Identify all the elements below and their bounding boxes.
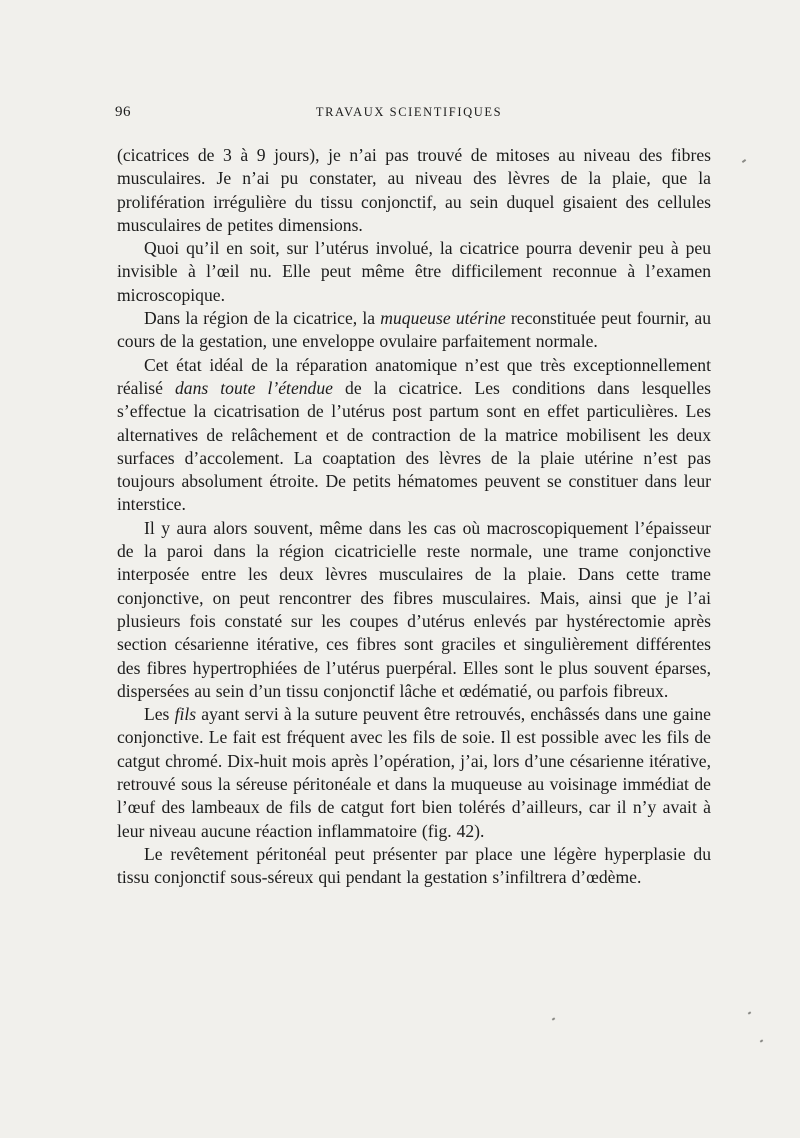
paragraph-6 <box>117 703 711 843</box>
paragraph-7 <box>117 843 711 890</box>
paragraph-7-text: Le revêtement péritonéal peut présenter par place une légère hyperplasie du tissu conjonctif sous-séreux qui pendant la gestation s’infiltrera d’œdème. <box>117 843 711 888</box>
paragraph-4-after: de la cicatrice. Les conditions dans lesquelles s’effectue la cicatrisation de l’utérus post partum sont en effet particulières. Les alternatives de relâchement et de contraction de la matrice mobilisent les deux surfaces d’accolement. La coaptation des lèvres de la plaie utérine n’est pas toujours absolument étroite. De petits hématomes peuvent se constituer dans leur interstice. <box>117 377 711 515</box>
ink-speck <box>760 1039 764 1042</box>
ink-speck <box>552 1017 556 1020</box>
paragraph-3 <box>117 307 711 354</box>
paragraph-3-after: reconstituée peut fournir, au cours de la gestation, une enveloppe ovulaire parfaitement normale. <box>117 308 712 352</box>
paragraph-3-before: Dans la région de la cicatrice, la <box>144 308 381 329</box>
paragraph-5-text: Il y aura alors souvent, même dans les cas où macroscopiquement l’épaisseur de la paroi dans la région cicatricielle reste normale, une trame conjonctive interposée entre les deux lèvres musculaires de la plaie. Dans cette trame conjonctive, on peut rencontrer des fibres musculaires. Mais, ainsi que je l’ai plusieurs fois constaté sur les coupes d’utérus enlevés par hystérectomie après section césarienne itérative, ces fibres sont graciles et singulièrement différentes des fibres hypertrophiées de l’utérus puerpéral. Elles sont le plus souvent éparses, dispersées au sein d’un tissu conjonctif lâche et œdématié, ou parfois fibreux. <box>117 517 711 701</box>
paragraph-4 <box>117 354 711 517</box>
paragraph-1 <box>117 144 711 237</box>
paragraph-5 <box>117 517 711 703</box>
paragraph-6-before: Les <box>144 704 175 725</box>
paragraph-6-after: ayant servi à la suture peuvent être retrouvés, enchâssés dans une gaine conjonctive. Le fait est fréquent avec les fils de soie. Il est possible avec les fils de catgut chromé. Dix-huit mois après l’opération, j’ai, lors d’une césarienne itérative, retrouvé sous la séreuse péritonéale et dans la muqueuse au voisinage immédiat de l’œuf des lambeaux de fils de catgut fort bien tolérés d’ailleurs, car il n’y avait à leur niveau aucune réaction inflammatoire (fig. 42). <box>117 704 711 841</box>
paragraph-6-italic: fils <box>174 704 197 725</box>
paragraph-2 <box>117 237 711 307</box>
paragraph-2-text: Quoi qu’il en soit, sur l’utérus involué, la cicatrice pourra devenir peu à peu invisible à l’œil nu. Elle peut même être difficilement reconnue à l’examen microscopique. <box>117 238 711 305</box>
ink-speck <box>742 159 746 163</box>
page-number: 96 <box>115 104 131 120</box>
body-text <box>117 144 711 890</box>
paragraph-3-italic: muqueuse utérine <box>380 308 506 329</box>
ink-speck <box>748 1011 752 1014</box>
running-title: TRAVAUX SCIENTIFIQUES <box>315 105 503 119</box>
page-header <box>115 104 703 126</box>
paragraph-4-before: Cet état idéal de la réparation anatomique n’est que très exceptionnellement réalisé <box>117 354 711 398</box>
paragraph-4-italic: dans toute l’étendue <box>174 377 333 398</box>
paragraph-1-text: (cicatrices de 3 à 9 jours), je n’ai pas trouvé de mitoses au niveau des fibres musculaires. Je n’ai pu constater, au niveau des lèvres de la plaie, que la prolifération irrégulière du tissu conjonctif, au sein duquel gisaient des cellules musculaires de petites dimensions. <box>117 145 711 235</box>
